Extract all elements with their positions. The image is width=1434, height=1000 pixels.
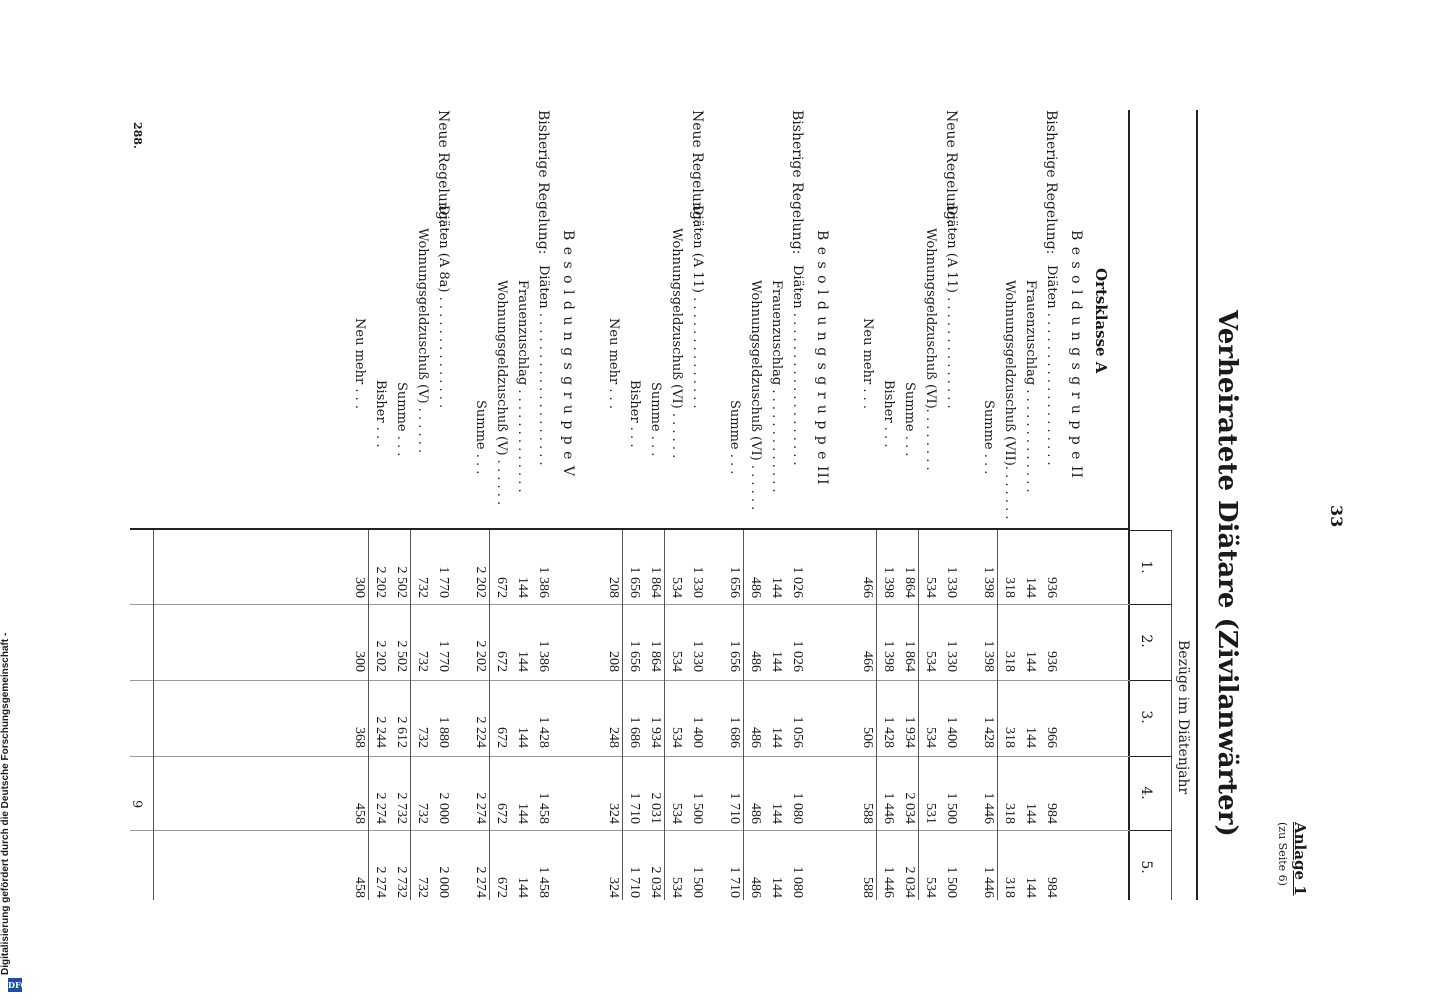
- value-cell: 1 656: [627, 566, 642, 598]
- value-cell: 588: [860, 877, 875, 898]
- dfg-logo: DFG: [8, 980, 28, 990]
- value-cell: 534: [669, 651, 684, 672]
- value-cell: 672: [494, 577, 509, 598]
- value-cell: 1 934: [648, 716, 663, 748]
- column-header: 2.: [1138, 634, 1154, 648]
- pay-group-heading: B e s o l d u n g s g r u p p e II: [1068, 230, 1084, 479]
- value-cell: 1 428: [981, 716, 996, 748]
- value-cell: 368: [352, 727, 367, 748]
- value-cell: 2 000: [436, 866, 451, 898]
- value-cell: 144: [769, 577, 784, 598]
- value-cell: 318: [1002, 651, 1017, 672]
- value-cell: 732: [415, 727, 430, 748]
- value-cell: 1 400: [944, 716, 959, 748]
- value-cell: 486: [748, 651, 763, 672]
- value-cell: 1 458: [536, 866, 551, 898]
- value-cell: 1 880: [436, 716, 451, 748]
- value-cell: 1 428: [881, 716, 896, 748]
- value-cell: 318: [1002, 577, 1017, 598]
- difference-rule: [622, 530, 623, 900]
- value-cell: 144: [515, 577, 530, 598]
- value-cell: 588: [860, 803, 875, 824]
- new-rule-label: Neue Regelung:: [435, 110, 451, 225]
- value-cell: 1 710: [727, 866, 742, 898]
- column-separator: [1130, 830, 1172, 831]
- value-cell: 318: [1002, 803, 1017, 824]
- row-label: Frauenzuschlag . . . . . . . . . . . . .: [769, 280, 784, 493]
- value-cell: 1 686: [627, 716, 642, 748]
- row-label: Bisher . . .: [373, 380, 388, 448]
- value-cell: 1 500: [944, 792, 959, 824]
- digitization-note: Digitalisierung gefördert durch die Deutsche Forschungsgemeinschaft -: [0, 632, 11, 975]
- value-cell: 2 502: [394, 640, 409, 672]
- table-top-rule: [1196, 110, 1198, 900]
- value-cell: 144: [1023, 877, 1038, 898]
- row-label: Wohnungsgeldzuschuß (V) . . . . . .: [494, 280, 509, 506]
- value-cell: 1 400: [690, 716, 705, 748]
- value-cell: 1 710: [627, 792, 642, 824]
- table-header-rule: [1128, 110, 1130, 900]
- row-label: Wohnungsgeldzuschuß (VI) . . . . . .: [669, 228, 684, 459]
- value-cell: 1 398: [981, 640, 996, 672]
- value-cell: 2 224: [473, 716, 488, 748]
- value-cell: 1 056: [790, 716, 805, 748]
- value-cell: 2 732: [394, 866, 409, 898]
- value-cell: 732: [415, 651, 430, 672]
- value-cell: 300: [352, 577, 367, 598]
- value-cell: 324: [606, 877, 621, 898]
- difference-rule: [876, 530, 877, 900]
- value-cell: 672: [494, 877, 509, 898]
- value-cell: 534: [669, 727, 684, 748]
- value-cell: 1 398: [881, 566, 896, 598]
- value-cell: 2 274: [473, 792, 488, 824]
- value-cell: 531: [923, 803, 938, 824]
- row-label: Diäten . . . . . . . . . . . . . . . . . . .: [1044, 265, 1059, 466]
- row-label: Diäten . . . . . . . . . . . . . . . . . . .: [536, 265, 551, 466]
- value-cell: 144: [1023, 803, 1038, 824]
- value-cell: 1 656: [627, 640, 642, 672]
- value-cell: 1 500: [944, 866, 959, 898]
- value-cell: 1 710: [727, 792, 742, 824]
- value-cell: 732: [415, 877, 430, 898]
- value-cell: 486: [748, 727, 763, 748]
- value-cell: 486: [748, 877, 763, 898]
- value-cell: 144: [515, 877, 530, 898]
- value-cell: 144: [1023, 651, 1038, 672]
- sum-rule: [997, 530, 998, 900]
- value-cell: 1 398: [881, 640, 896, 672]
- value-cell: 144: [769, 803, 784, 824]
- value-cell: 458: [352, 877, 367, 898]
- value-cell: 1 770: [436, 640, 451, 672]
- row-label: Frauenzuschlag . . . . . . . . . . . . .: [515, 280, 530, 493]
- difference-rule: [368, 530, 369, 900]
- value-cell: 1 934: [902, 716, 917, 748]
- sum-rule: [664, 530, 665, 900]
- value-cell: 1 500: [690, 792, 705, 824]
- value-cell: 2 244: [373, 716, 388, 748]
- row-label: Summe . . .: [648, 382, 663, 457]
- row-label: Summe . . .: [902, 382, 917, 457]
- value-cell: 672: [494, 727, 509, 748]
- column-header: 1.: [1138, 560, 1154, 574]
- value-cell: 1 080: [790, 792, 805, 824]
- new-rule-label: Neue Regelung:: [943, 110, 959, 225]
- value-cell: 144: [769, 877, 784, 898]
- value-cell: 2 000: [436, 792, 451, 824]
- value-cell: 486: [748, 577, 763, 598]
- row-label: Wohnungsgeldzuschuß (VI). . . . . . . .: [923, 228, 938, 471]
- value-cell: 984: [1044, 877, 1059, 898]
- sum-rule: [489, 530, 490, 900]
- value-cell: 2 612: [394, 716, 409, 748]
- value-cell: 466: [860, 577, 875, 598]
- value-cell: 1 446: [881, 792, 896, 824]
- value-cell: 1 330: [944, 640, 959, 672]
- value-cell: 1 770: [436, 566, 451, 598]
- value-cell: 1 446: [881, 866, 896, 898]
- value-cell: 466: [860, 651, 875, 672]
- value-cell: 534: [923, 651, 938, 672]
- value-cell: 318: [1002, 877, 1017, 898]
- value-cell: 458: [352, 803, 367, 824]
- sum-rule: [918, 530, 919, 900]
- value-cell: 2 202: [473, 566, 488, 598]
- value-cell: 1 446: [981, 792, 996, 824]
- value-cell: 2 034: [902, 866, 917, 898]
- value-cell: 208: [606, 651, 621, 672]
- pay-group-heading: B e s o l d u n g s g r u p p e V: [560, 230, 576, 477]
- value-cell: 144: [515, 651, 530, 672]
- table-bottom-rule: [153, 530, 154, 900]
- value-cell: 2 732: [394, 792, 409, 824]
- new-rule-label: Neue Regelung:: [689, 110, 705, 225]
- value-cell: 324: [606, 803, 621, 824]
- value-cell: 2 031: [648, 792, 663, 824]
- value-cell: 1 080: [790, 866, 805, 898]
- value-cell: 144: [1023, 577, 1038, 598]
- value-cell: 2 034: [902, 792, 917, 824]
- value-cell: 1 026: [790, 566, 805, 598]
- value-cell: 2 202: [473, 640, 488, 672]
- column-header: 4.: [1138, 786, 1154, 800]
- value-cell: 1 330: [944, 566, 959, 598]
- annex-ref: (zu Seite 6): [1276, 822, 1289, 886]
- sum-rule: [743, 530, 744, 900]
- column-separator: [1130, 604, 1172, 605]
- value-cell: 2 202: [373, 566, 388, 598]
- column-header: 3.: [1138, 710, 1154, 724]
- value-cell: 732: [415, 803, 430, 824]
- value-cell: 1 458: [536, 792, 551, 824]
- value-cell: 144: [515, 727, 530, 748]
- value-cell: 1 864: [902, 640, 917, 672]
- value-cell: 208: [606, 577, 621, 598]
- value-cell: 534: [669, 803, 684, 824]
- row-label: Frauenzuschlag . . . . . . . . . . . . .: [1023, 280, 1038, 493]
- page-number: 33: [1327, 505, 1346, 528]
- value-cell: 1 656: [727, 640, 742, 672]
- value-cell: 732: [415, 577, 430, 598]
- value-cell: 144: [769, 651, 784, 672]
- value-cell: 2 034: [648, 866, 663, 898]
- row-label: Neu mehr . . .: [606, 318, 621, 409]
- column-separator: [1130, 756, 1172, 757]
- value-cell: 1 864: [902, 566, 917, 598]
- value-cell: 1 686: [727, 716, 742, 748]
- row-label: Wohnungsgeldzuschuß (VI) . . . . . .: [748, 280, 763, 511]
- value-cell: 1 864: [648, 640, 663, 672]
- previous-rule-label: Bisherige Regelung:: [535, 110, 551, 255]
- value-cell: 2 274: [373, 866, 388, 898]
- value-cell: 984: [1044, 803, 1059, 824]
- row-label: Wohnungsgeldzuschuß (V) . . . . . .: [415, 228, 430, 454]
- value-cell: 1 428: [536, 716, 551, 748]
- caption-rule: [1171, 530, 1172, 900]
- row-label: Diäten (A 11) . . . . . . . . . . . . . .: [944, 205, 959, 409]
- value-cell: 534: [923, 577, 938, 598]
- annex-label: Anlage 1: [1291, 822, 1309, 896]
- row-label: Neu mehr . . .: [352, 318, 367, 409]
- value-cell: 1 026: [790, 640, 805, 672]
- value-cell: 144: [1023, 727, 1038, 748]
- value-cell: 2 274: [473, 866, 488, 898]
- previous-rule-label: Bisherige Regelung:: [1043, 110, 1059, 255]
- value-cell: 936: [1044, 577, 1059, 598]
- row-label: Diäten (A 8a) . . . . . . . . . . . . . .: [436, 205, 451, 409]
- value-cell: 1 656: [727, 566, 742, 598]
- value-cell: 936: [1044, 651, 1059, 672]
- footer-left: 288.: [131, 122, 144, 149]
- value-cell: 1 330: [690, 640, 705, 672]
- column-group-caption: Bezüge im Diätenjahr: [1175, 640, 1191, 795]
- page-title: Verheiratete Diätare (Zivilanwärter): [1212, 310, 1242, 837]
- value-cell: 534: [923, 727, 938, 748]
- row-label: Bisher . . .: [627, 380, 642, 448]
- value-cell: 1 386: [536, 640, 551, 672]
- value-cell: 1 330: [690, 566, 705, 598]
- column-separator: [1130, 530, 1172, 531]
- previous-rule-label: Bisherige Regelung:: [789, 110, 805, 255]
- row-label: Bisher . . .: [881, 380, 896, 448]
- row-label: Diäten (A 11) . . . . . . . . . . . . . .: [690, 205, 705, 409]
- value-cell: 486: [748, 803, 763, 824]
- row-label: Diäten . . . . . . . . . . . . . . . . . . .: [790, 265, 805, 466]
- value-cell: 672: [494, 651, 509, 672]
- value-cell: 2 502: [394, 566, 409, 598]
- row-label: Summe . . .: [394, 382, 409, 457]
- value-cell: 966: [1044, 727, 1059, 748]
- value-cell: 318: [1002, 727, 1017, 748]
- value-cell: 144: [515, 803, 530, 824]
- value-cell: 2 274: [373, 792, 388, 824]
- row-label: Summe . . .: [473, 400, 488, 475]
- value-cell: 672: [494, 803, 509, 824]
- section-heading: Ortsklasse A: [1092, 268, 1110, 374]
- value-cell: 1 446: [981, 866, 996, 898]
- column-separator: [1130, 680, 1172, 681]
- row-label: Summe . . .: [981, 400, 996, 475]
- column-header: 5.: [1138, 860, 1154, 874]
- value-cell: 1 864: [648, 566, 663, 598]
- value-cell: 144: [769, 727, 784, 748]
- value-cell: 1 386: [536, 566, 551, 598]
- value-cell: 506: [860, 727, 875, 748]
- value-cell: 1 500: [690, 866, 705, 898]
- value-cell: 534: [669, 877, 684, 898]
- value-cell: 248: [606, 727, 621, 748]
- value-cell: 534: [923, 877, 938, 898]
- value-cell: 2 202: [373, 640, 388, 672]
- value-cell: 534: [669, 577, 684, 598]
- pay-group-heading: B e s o l d u n g s g r u p p e III: [814, 230, 830, 486]
- sum-rule: [410, 530, 411, 900]
- value-cell: 1 710: [627, 866, 642, 898]
- row-label: Neu mehr . . .: [860, 318, 875, 409]
- value-cell: 300: [352, 651, 367, 672]
- row-label: Wohnungsgeldzuschuß (VII). . . . . . .: [1002, 280, 1017, 520]
- row-label: Summe . . .: [727, 400, 742, 475]
- footer-page-number: 9: [129, 800, 144, 809]
- value-cell: 1 398: [981, 566, 996, 598]
